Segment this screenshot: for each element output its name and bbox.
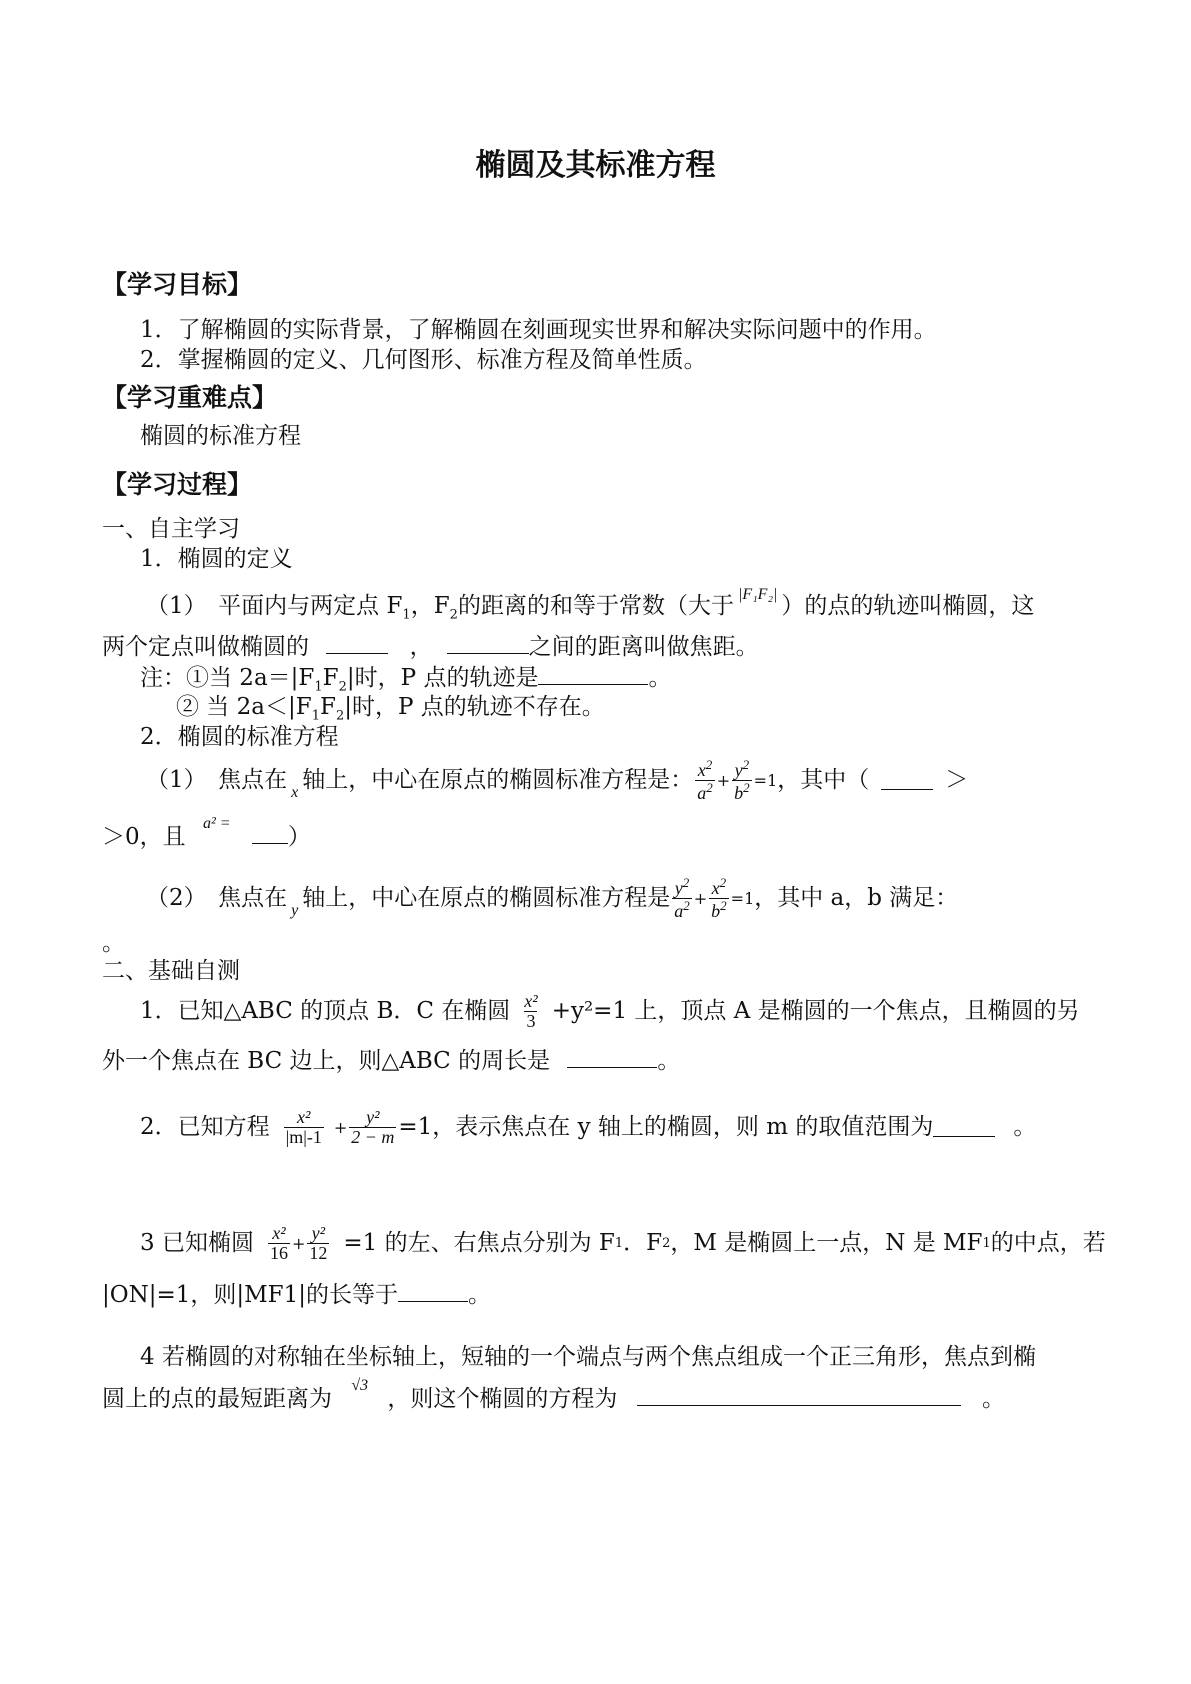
std2-text-b: 轴上，中心在原点的椭圆标准方程是 [302, 884, 671, 911]
q3-frac-1 [268, 1224, 290, 1263]
std-line-1 [146, 758, 968, 803]
blank-m-range[interactable] [933, 1118, 995, 1137]
def-text-b: ，F [410, 593, 450, 619]
std-line-1b [102, 815, 311, 852]
note1-text-c: |时，P 点的轨迹是 [346, 665, 539, 691]
q2-end: 。 [1013, 1113, 1037, 1140]
std1-text-c: ，其中（ [777, 766, 870, 793]
q3-num-2: y² [311, 1223, 326, 1243]
blank-a[interactable] [881, 771, 933, 790]
def-text-c: 的距离的和等于常数（大于 [457, 593, 734, 619]
q2-text-a: 2．已知方程 [140, 1113, 270, 1140]
std2-text-c: ，其中 a，b 满足： [754, 884, 959, 911]
eq2-equals: =1 [730, 888, 755, 908]
q3-text-d: ，M 是椭圆上一点，N 是 MF [670, 1229, 983, 1256]
blank-ellipse-equation[interactable] [637, 1387, 961, 1406]
key-header: 【学习重难点】 [102, 383, 278, 412]
question-3-line-2 [102, 1282, 491, 1310]
std2-end: 。 [102, 930, 125, 956]
key-text: 椭圆的标准方程 [140, 423, 301, 449]
q1-end: 。 [657, 1048, 681, 1074]
q3-plus: + [291, 1233, 306, 1253]
note1-text-b: F [322, 665, 339, 691]
std1-gt: ＞ [945, 766, 969, 793]
a-squared: a² = [202, 815, 231, 832]
def-line-1: （1） 平面内与两定点 $F_1$，$F_2$的距离的和等于常数（大于 $^{|F_1F_2|}$ ）的点的轨迹叫椭圆，这 [146, 586, 1035, 623]
note-1: 注：①当 $2a=|F_1F_2|$时，P 点的轨迹是 。 [140, 665, 672, 695]
question-4: 4 若椭圆的对称轴在坐标轴上，短轴的一个端点与两个焦点组成一个正三角形，焦点到椭 [140, 1344, 1036, 1370]
part2-heading: 二、基础自测 [102, 958, 240, 984]
f1f2-abs: |F₁F₂| [737, 586, 778, 603]
eq1-plus: + [716, 770, 731, 790]
question-4-line-2 [102, 1377, 1006, 1414]
goal-2: 2．掌握椭圆的定义、几何图形、标准方程及简单性质。 [140, 347, 707, 373]
q3-frac-2 [307, 1224, 329, 1263]
sqrt-3: √3 [351, 1377, 369, 1394]
blank-foci-between[interactable] [447, 635, 529, 654]
q2-plus: + [333, 1117, 348, 1137]
q3-den-2: 12 [309, 1242, 328, 1263]
def-line-2 [102, 634, 759, 662]
q4-text-b: 圆上的点的最短距离为 [102, 1386, 332, 1412]
blank-perimeter[interactable] [567, 1049, 657, 1068]
q1-text-a: 1．已知△ABC 的顶点 B．C 在椭圆 [140, 997, 511, 1024]
q3-den-1: 16 [269, 1242, 288, 1263]
std1-text-b: 轴上，中心在原点的椭圆标准方程是： [302, 766, 694, 793]
q1-text-b: +y²=1 上，顶点 A 是椭圆的一个焦点，且椭圆的另 [551, 997, 1080, 1024]
q4-text-c: ，则这个椭圆的方程为 [387, 1386, 618, 1412]
def-sep: ， [409, 634, 433, 660]
q3-text-b: =1 的左、右焦点分别为 F [343, 1229, 615, 1256]
q1-frac-num: x² [524, 991, 538, 1011]
q2-frac-2 [349, 1108, 396, 1147]
note-2: ② 当 $2a<|F_1F_2|$时，P 点的轨迹不存在。 [176, 694, 605, 724]
q1-frac [522, 992, 539, 1031]
def-text-d: ）的点的轨迹叫椭圆，这 [781, 593, 1035, 619]
eq2-frac-x: $\frac{x^2}{b^2}$ [711, 875, 727, 921]
std-line-2 [146, 876, 958, 921]
q2-den-2: 2 − m [351, 1126, 395, 1147]
eq2-frac-y: $\frac{y^2}{a^2}$ [674, 875, 690, 921]
def-text-a: （1） 平面内与两定点 F [146, 593, 403, 619]
blank-foci[interactable] [326, 635, 388, 654]
question-1-line-2 [102, 1048, 680, 1076]
q4-end: 。 [982, 1386, 1006, 1412]
q1-frac-den: 3 [526, 1010, 536, 1031]
blank-mf1-length[interactable] [398, 1283, 468, 1302]
std1-text-a: （1） 焦点在 [146, 766, 288, 793]
note1-text: 注：①当 2a＝|F [140, 665, 315, 691]
std1-close: ） [287, 824, 311, 850]
std2-text-a: （2） 焦点在 [146, 884, 288, 911]
question-1 [140, 992, 1080, 1031]
q3-text-c: ．F [623, 1229, 663, 1256]
part1-heading: 一、自主学习 [102, 516, 240, 542]
def-heading: 1．椭圆的定义 [140, 546, 293, 572]
note2-text-c: |时，P 点的轨迹不存在。 [344, 694, 605, 720]
x-axis-symbol: x [291, 783, 299, 801]
eq1-frac-x: $\frac{x^2}{a^2}$ [697, 757, 713, 803]
std1-text-e: ＞0，且 [102, 824, 186, 850]
note1-end: 。 [648, 665, 672, 691]
q3-end: 。 [468, 1282, 492, 1308]
note2-text: ② 当 2a＜|F [176, 694, 312, 720]
goals-header: 【学习目标】 [102, 270, 253, 299]
std-heading: 2．椭圆的标准方程 [140, 724, 339, 750]
def-line2-text: 两个定点叫做椭圆的 [102, 634, 309, 660]
q2-num-1: x² [297, 1107, 311, 1127]
q3-num-1: x² [272, 1223, 286, 1243]
process-header: 【学习过程】 [102, 470, 253, 499]
blank-trajectory[interactable] [538, 666, 648, 685]
blank-a-squared[interactable] [252, 825, 288, 844]
question-2 [140, 1108, 1036, 1147]
note2-text-b: F [319, 694, 336, 720]
page-title: 椭圆及其标准方程 [475, 148, 716, 183]
q1-text-c: 外一个焦点在 BC 边上，则△ABC 的周长是 [102, 1048, 551, 1074]
eq1-frac-y: $\frac{y^2}{b^2}$ [734, 757, 750, 803]
eq2-plus: + [693, 888, 708, 908]
q3-text-a: 3 已知椭圆 [140, 1229, 254, 1256]
y-axis-symbol: y [291, 901, 299, 919]
question-3: 3 已知椭圆 $\frac{\text{x²}}{16}$ + $\frac{\text{y²}}{12}$ =1 的左、右焦点分别为 F 1 ．F 2 ，M 是椭圆上一点，N 是 MF 1 的中点，若 [140, 1223, 1106, 1263]
q3-text-e: 的中点，若 [990, 1229, 1106, 1256]
goal-1: 1．了解椭圆的实际背景，了解椭圆在刻画现实世界和解决实际问题中的作用。 [140, 317, 937, 343]
eq1-equals: =1 [753, 770, 778, 790]
q2-text-b: =1，表示焦点在 y 轴上的椭圆，则 m 的取值范围为 [398, 1113, 934, 1140]
q3-text-f: |ON|=1，则|MF1|的长等于 [102, 1282, 399, 1308]
q2-num-2: y² [366, 1107, 380, 1127]
q2-frac-1 [284, 1108, 324, 1147]
def-line2-tail: 之间的距离叫做焦距。 [528, 634, 759, 660]
q2-den-1: |m|-1 [285, 1126, 322, 1147]
